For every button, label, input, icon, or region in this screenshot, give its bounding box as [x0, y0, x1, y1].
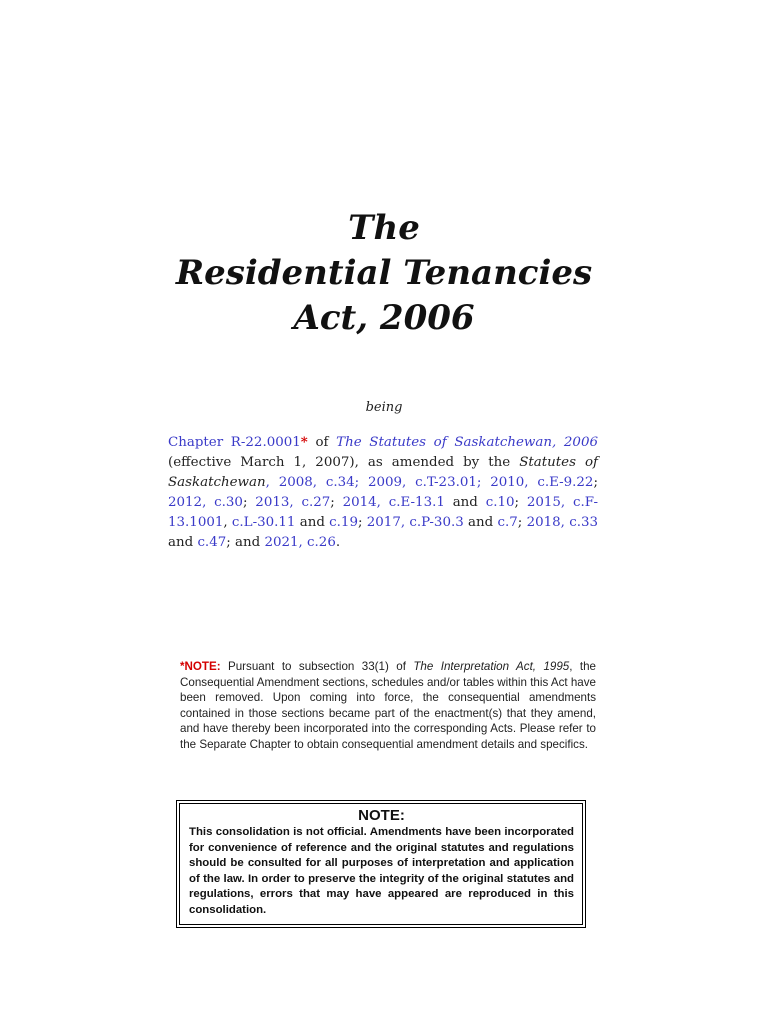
sep-7: ,: [223, 515, 232, 530]
text-effective: (effective March 1, 2007), as amended by the: [168, 455, 520, 470]
sep-1: ;: [354, 475, 368, 490]
consequential-note: [180, 659, 596, 753]
and-2: and: [295, 515, 330, 530]
amend-link-2018b[interactable]: c.47: [197, 535, 227, 550]
chapter-asterisk: *: [300, 434, 308, 450]
sep-6: ;: [514, 495, 527, 510]
and-1: and: [444, 495, 486, 510]
consolidation-note-box: [176, 800, 586, 928]
amend-link-2015c[interactable]: c.19: [329, 515, 358, 530]
amend-link-2010[interactable]: 2010, c.E-9.22: [490, 475, 594, 490]
amend-link-2014a[interactable]: 2014, c.E-13.1: [342, 495, 445, 510]
sep-4: ;: [242, 495, 256, 510]
sep-5: ;: [330, 495, 343, 510]
act-title-line-1: The: [348, 208, 420, 248]
amend-link-2012[interactable]: 2012, c.30: [168, 495, 243, 510]
amend-link-2017b[interactable]: c.7: [497, 515, 518, 530]
final-period: .: [335, 535, 341, 550]
act-title-line-3: Act, 2006: [293, 298, 475, 338]
and-3: and: [463, 515, 498, 530]
amend-link-2021[interactable]: 2021, c.26: [264, 535, 336, 550]
note-text-a: Pursuant to subsection 33(1) of: [220, 660, 414, 673]
amend-link-2015b[interactable]: c.L-30.11: [231, 515, 296, 530]
consolidation-note-body: This consolidation is not official. Amendments have been incorporated for convenience of reference and the original statutes and regulations should be consulted for all purposes of interpretation and application of the law. In order to preserve the integrity of the original statutes and regulations, errors that may have appeared are reproduced in this consolidation.: [189, 826, 574, 916]
sep-3: ;: [593, 475, 598, 490]
consolidation-note-title: NOTE:: [358, 807, 405, 824]
and-4: and: [168, 535, 198, 550]
interpretation-act-title: The Interpretation Act, 1995: [413, 660, 570, 673]
act-title-line-2: Residential Tenancies: [175, 253, 593, 293]
amend-link-2008[interactable]: 2008, c.34: [278, 475, 355, 490]
chapter-citation: [168, 432, 598, 553]
and-5: ; and: [226, 535, 265, 550]
act-title: [0, 206, 768, 341]
being-label: being: [365, 400, 403, 415]
chapter-link[interactable]: Chapter R-22.0001: [168, 435, 301, 450]
sep-9: ;: [517, 515, 527, 530]
note-text-b: , the Consequential Amendment sections, schedules and/or tables within this Act have been removed. Upon coming into force, the consequential amendments contained in those sections became part of the enactment(s) that they amend, and have thereby been incorporated into the corresponding Acts. Please refer to the Separate Chapter to obtain consequential amendment details and specifics.: [180, 660, 597, 751]
sep-8: ;: [357, 515, 367, 530]
amend-link-2015a[interactable]: 2015, c.F-13.1001: [168, 495, 598, 530]
statutes-link[interactable]: The Statutes of Saskatchewan, 2006: [336, 435, 598, 450]
amend-link-2009[interactable]: 2009, c.T-23.01: [367, 475, 477, 490]
amend-link-2018a[interactable]: 2018, c.33: [526, 515, 598, 530]
consolidation-note-inner: [179, 803, 583, 925]
sep-comma: ,: [265, 475, 279, 490]
amend-link-2013[interactable]: 2013, c.27: [255, 495, 331, 510]
text-statutes-of: Statutes of Saskatchewan: [168, 455, 598, 490]
amend-link-2014b[interactable]: c.10: [485, 495, 515, 510]
text-of: of: [307, 435, 337, 450]
amend-link-2017a[interactable]: 2017, c.P-30.3: [366, 515, 464, 530]
note-label: *NOTE:: [180, 660, 221, 673]
sep-2: ;: [476, 475, 491, 490]
